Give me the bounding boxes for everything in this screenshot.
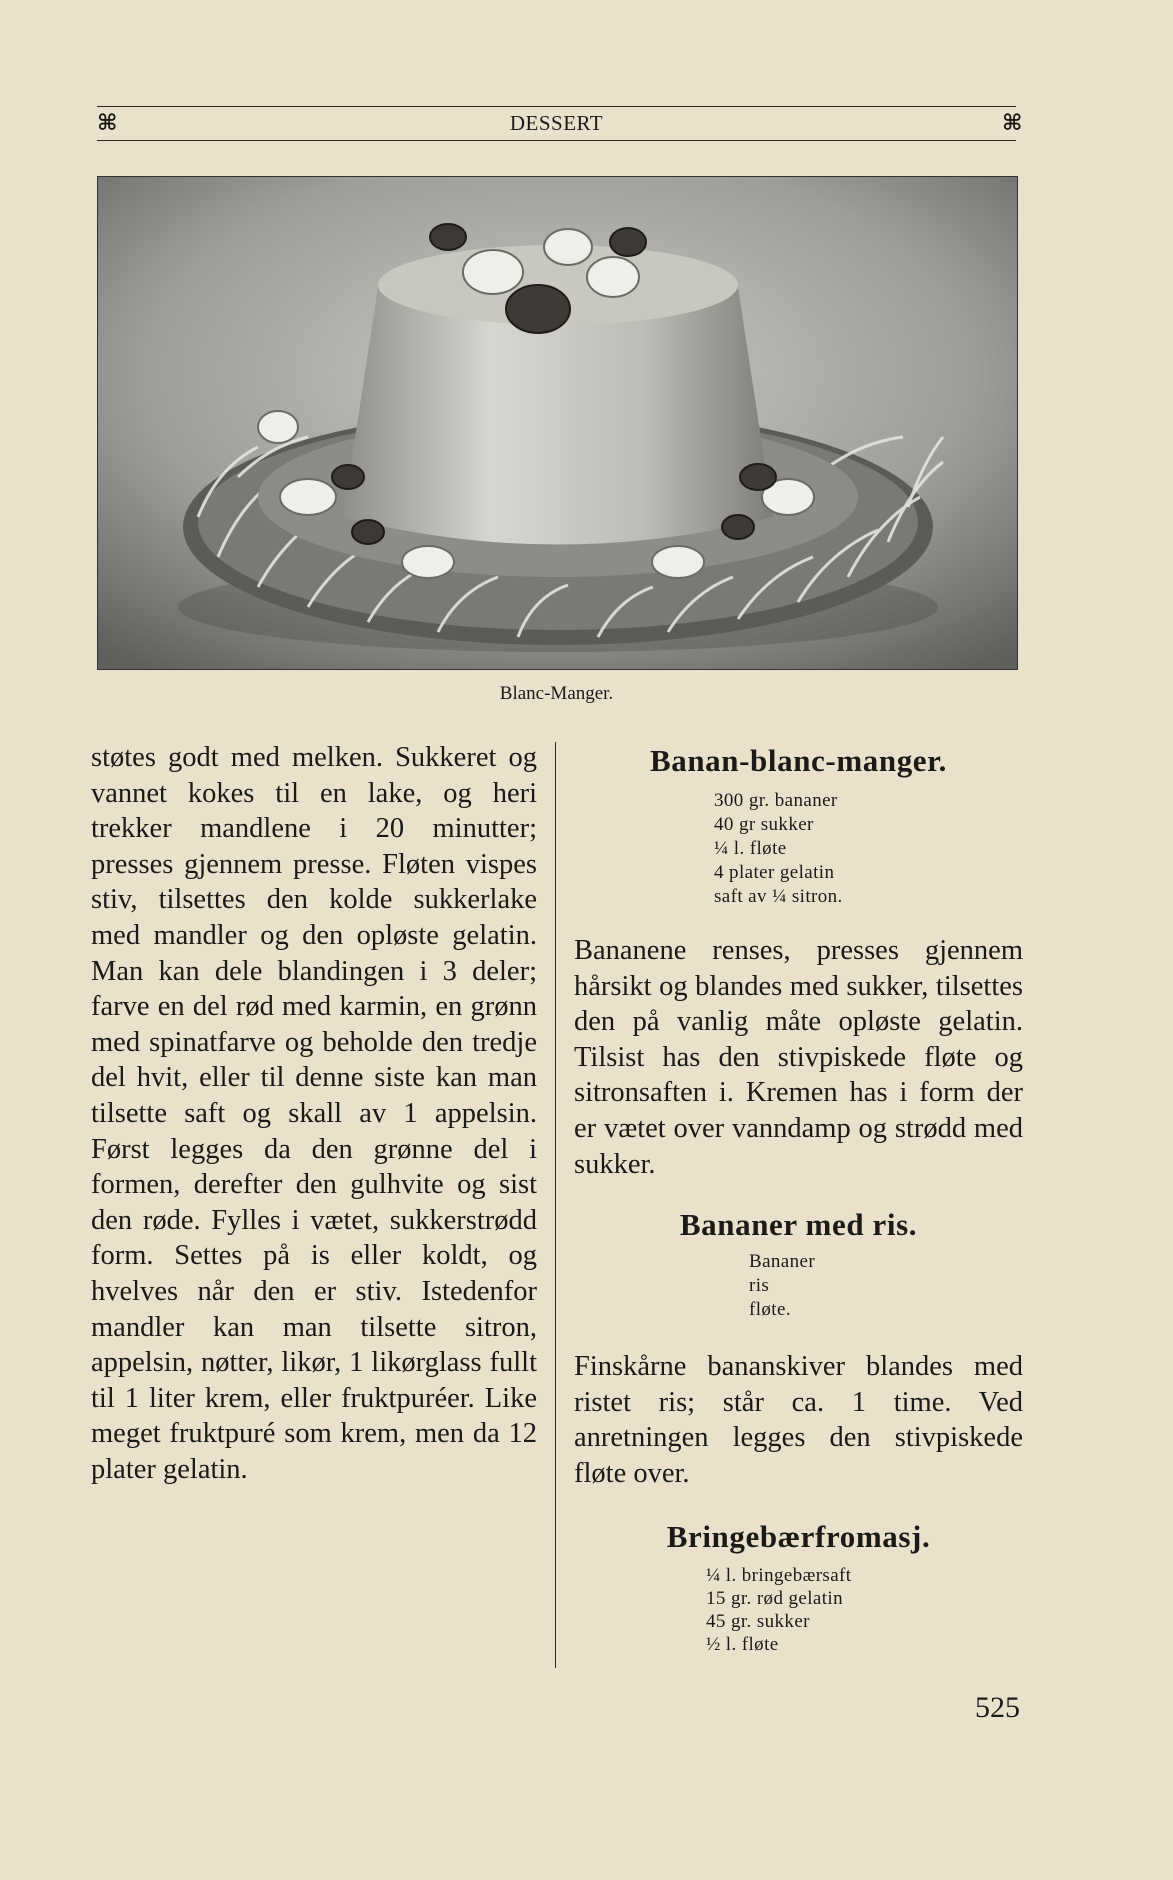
- ingredient-item: ris: [749, 1275, 770, 1297]
- ingredient-item: ¼ l. bringebærsaft: [706, 1564, 852, 1586]
- recipe-text: Finskårne bananskiver blandes med ristet ris; står ca. 1 time. Ved anretningen legges den stivpiskede fløte over.: [574, 1351, 1023, 1489]
- recipe-title: Banan-blanc-manger.: [649, 743, 948, 778]
- photo-caption: Blanc-Manger.: [499, 683, 614, 704]
- left-column: [91, 740, 537, 1487]
- recipe-title: Bananer med ris.: [679, 1207, 918, 1243]
- blanc-manger-photo: [97, 176, 1018, 670]
- recipe-banan-blanc-manger: [574, 742, 1023, 1182]
- ingredient-item: ¼ l. fløte: [714, 838, 787, 859]
- ingredient-item: fløte.: [749, 1299, 791, 1321]
- header-rule-bottom: [97, 140, 1016, 141]
- ingredient-list: [574, 1250, 1023, 1322]
- recipe-bananer-med-ris: [574, 1206, 1023, 1491]
- column-divider: [555, 742, 556, 1668]
- ingredient-item: saft av ¼ sitron.: [714, 886, 843, 907]
- ingredient-item: Bananer: [749, 1251, 816, 1273]
- ingredient-item: 15 gr. rød gelatin: [706, 1587, 844, 1609]
- ingredient-list: [574, 1564, 1023, 1656]
- left-column-paragraph: støtes godt med melken. Sukkeret og vannet kokes til en lake, og heri trekker mandlene i 20 minutter; presses gjennem presse. Fløten vispes stiv, tilsettes den kolde sukkerlake med mandler og den opløste gelatin. Man kan dele blandingen i 3 deler; farve en del rød med karmin, en grønn med spinatfarve og beholde den tredje del hvit, eller til denne siste kan man tilsette saft og skall av 1 appelsin. Først legges da den grønne del i formen, derefter den gulhvite og sist den røde. Fylles i vætet, sukkerstrødd form. Settes på is eller koldt, og hvelves når den er stiv. Istedenfor mandler kan man tilsette sitron, appelsin, nøtter, likør, 1 likørglass fullt til 1 liter krem, eller fruktpuréer. Like meget fruktpuré som krem, men da 12 plater gelatin.: [91, 742, 537, 1485]
- header-rule-top: [97, 106, 1016, 107]
- ingredient-item: 45 gr. sukker: [706, 1610, 810, 1632]
- ingredient-item: 4 plater gelatin: [714, 862, 835, 883]
- header-ornament-right-icon: ⌘: [1002, 110, 1023, 135]
- ingredient-item: 300 gr. bananer: [714, 790, 838, 811]
- running-header-title: DESSERT: [509, 111, 604, 135]
- page-number: 525: [975, 1691, 1020, 1724]
- right-column: [574, 742, 1023, 1656]
- ingredient-item: 40 gr sukker: [714, 814, 814, 835]
- header-ornament-left-icon: ⌘: [97, 110, 118, 135]
- recipe-bringebaerfromasj: [574, 1518, 1023, 1656]
- ingredient-item: ½ l. fløte: [706, 1633, 779, 1655]
- ingredient-list: [574, 789, 1023, 909]
- recipe-text: Bananene renses, presses gjennem hårsikt og blandes med sukker, tilsettes den på vanlig måte opløste gelatin. Tilsist has den stivpiskede fløte og sitronsaften i. Kremen has i form der er vætet over vanndamp og strødd med sukker.: [574, 935, 1023, 1180]
- blanc-manger-photo-illustration: [98, 177, 1017, 669]
- recipe-title: Bringebærfromasj.: [666, 1518, 931, 1554]
